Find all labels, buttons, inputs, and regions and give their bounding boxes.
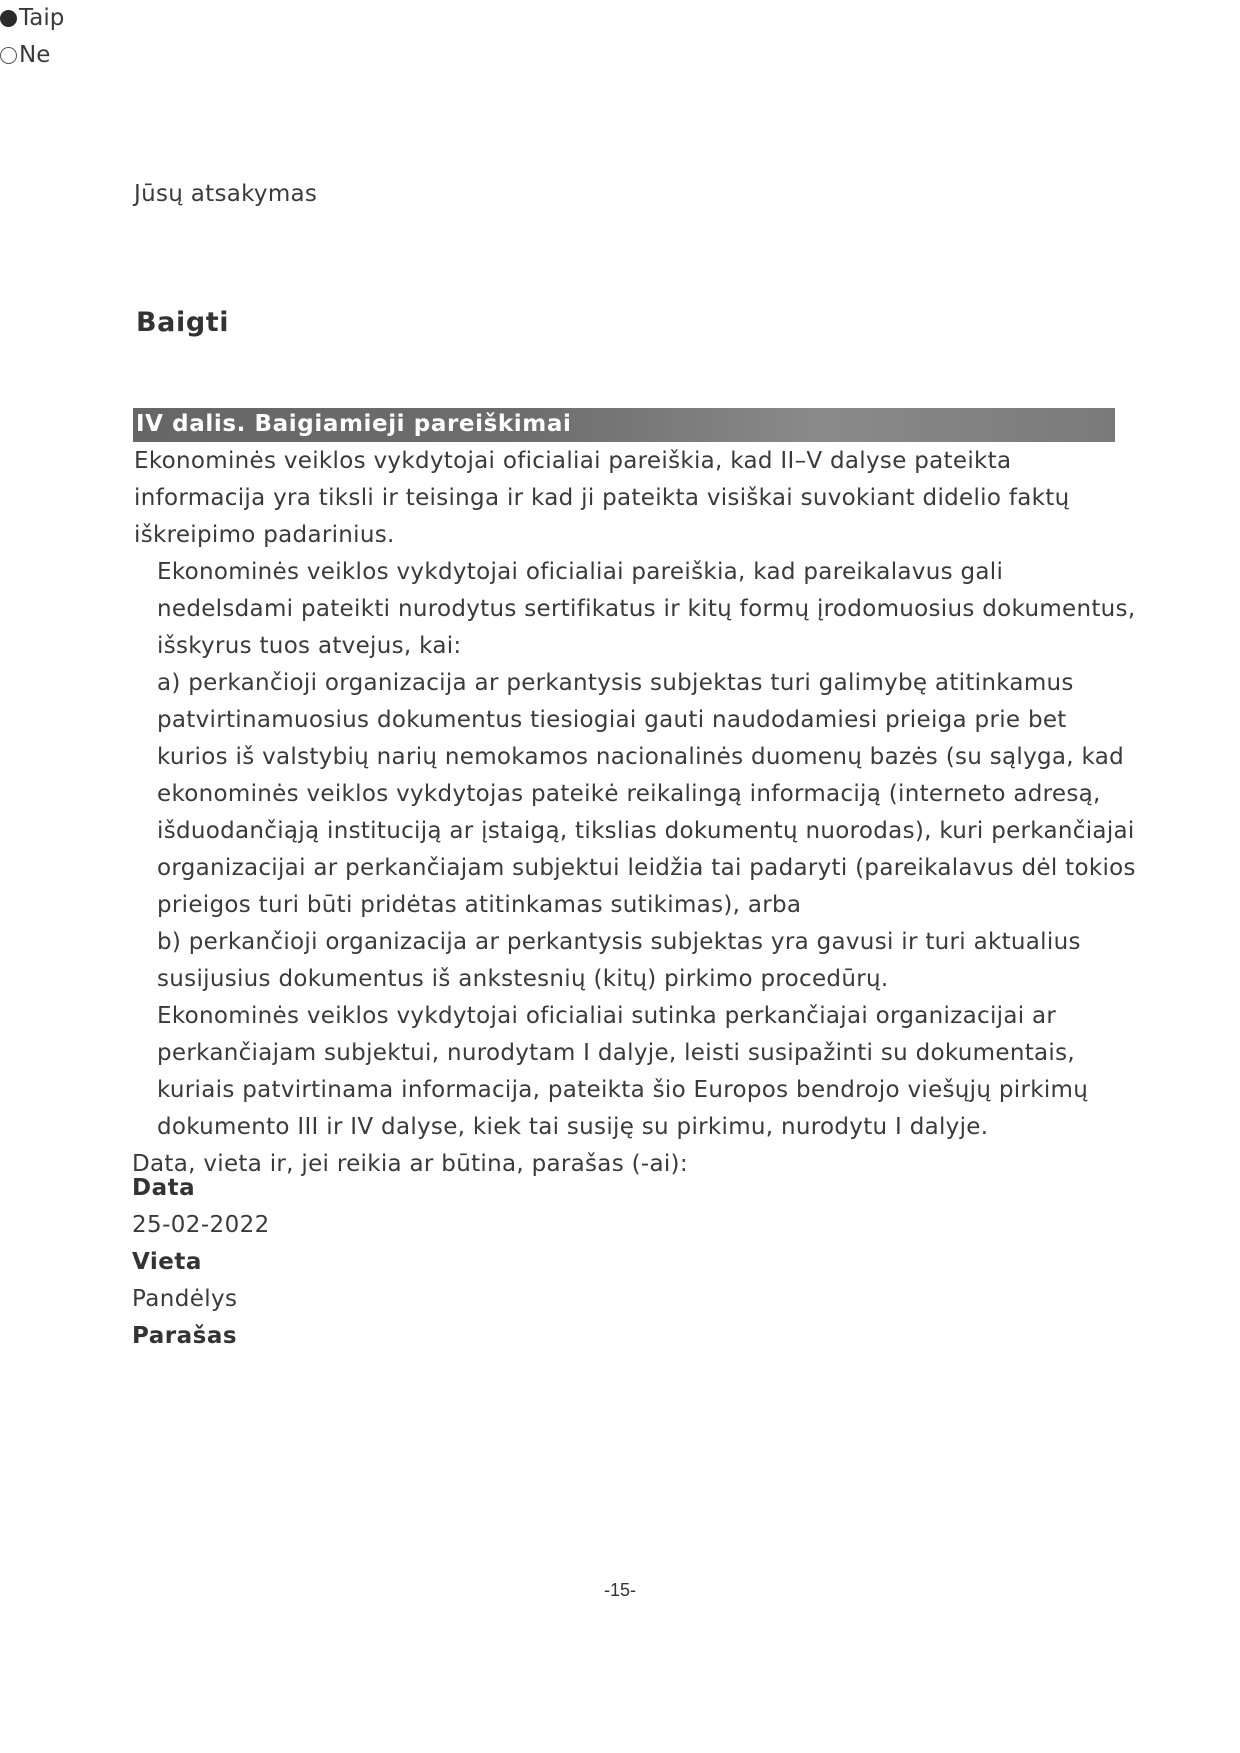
place-label: Vieta: [132, 1249, 202, 1275]
date-label: Data: [132, 1175, 196, 1201]
declaration-item-a: a) perkančioji organizacija ar perkantysis subjektas turi galimybę atitinkamus patvirtinamuosius dokumentus tiesiogiai gauti naudodamiesi prieiga prie bet kurios iš valstybių narių nemokamos nacionalinės duomenų bazės (su sąlyga, kad ekonominės veiklos vykdytojas pateikė reikalingą informaciją (interneto adresą, išduodančiąją instituciją ar įstaigą, tikslias dokumentų nuorodas), kuri perkančiajai organizacijai ar perkančiajam subjektui leidžia tai padaryti (pareikalavus dėl tokios prieigos turi būti pridėtas atitinkamas sutikimas), arba: [157, 670, 1136, 918]
declaration-paragraph-1: Ekonominės veiklos vykdytojai oficialiai pareiškia, kad II–V dalyse pateikta informacija yra tiksli ir teisinga ir kad ji pateikta visiškai suvokiant didelio faktų iškreipimo padarinius.: [134, 448, 1070, 548]
section-title: IV dalis. Baigiamieji pareiškimai: [136, 411, 572, 437]
radio-checked-icon[interactable]: [0, 10, 17, 27]
declaration-item-b: b) perkančioji organizacija ar perkantysis subjektas yra gavusi ir turi aktualius susijusius dokumentus iš ankstesnių (kitų) pirkimo procedūrų.: [157, 929, 1081, 992]
date-place-signature-line: Data, vieta ir, jei reikia ar būtina, parašas (-ai):: [132, 1151, 688, 1177]
place-value: Pandėlys: [132, 1286, 238, 1312]
radio-unchecked-icon[interactable]: [0, 47, 17, 64]
option-no-label: Ne: [19, 42, 51, 68]
finish-heading: Baigti: [136, 307, 230, 338]
signature-label: Parašas: [132, 1323, 238, 1349]
date-value: 25-02-2022: [132, 1212, 270, 1238]
declaration-paragraph-3: Ekonominės veiklos vykdytojai oficialiai sutinka perkančiajai organizacijai ar perkančiajam subjektui, nurodytam I dalyje, leisti susipažinti su dokumentais, kuriais patvirtinama informacija, pateikta šio Europos bendrojo viešųjų pirkimų dokumento III ir IV dalyse, kiek tai susiję su pirkimu, nurodytu I dalyje.: [157, 1003, 1089, 1140]
option-no[interactable]: [0, 37, 1240, 74]
page-number: -15-: [603, 1580, 636, 1600]
declaration-paragraph-2: Ekonominės veiklos vykdytojai oficialiai pareiškia, kad pareikalavus gali nedelsdami pateikti nurodytus sertifikatus ir kitų formų įrodomuosius dokumentus, išskyrus tuos atvejus, kai:: [157, 559, 1136, 659]
answer-label: Jūsų atsakymas: [134, 181, 318, 207]
option-yes[interactable]: [0, 0, 1240, 37]
option-yes-label: Taip: [19, 5, 65, 31]
